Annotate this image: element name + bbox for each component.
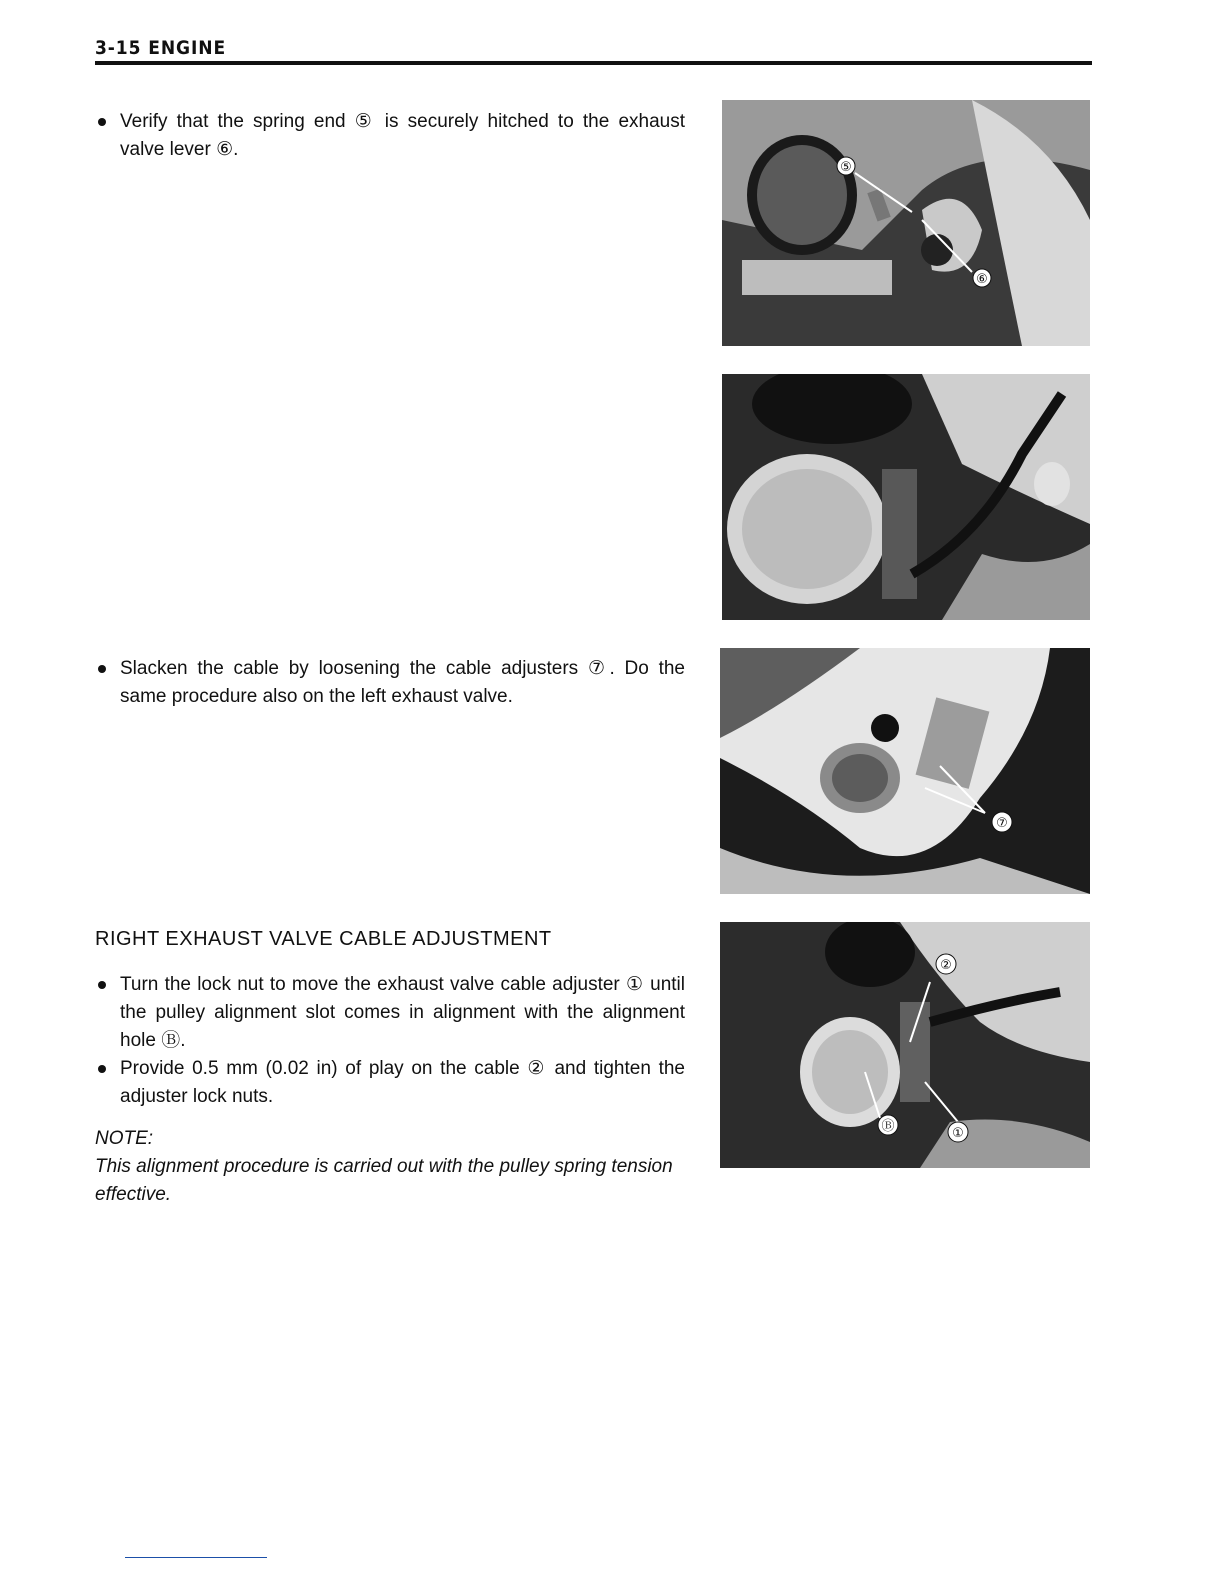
section-heading: RIGHT EXHAUST VALVE CABLE ADJUSTMENT [95,928,552,950]
callout-label: ① [952,1126,964,1141]
photo-left-exhaust-valve [720,648,1090,894]
callout-marker-2 [936,954,956,974]
callout-marker-5 [837,157,855,175]
callout-marker-7 [992,812,1012,832]
callout-marker-b [878,1115,898,1135]
instruction-block-slacken [95,655,685,711]
callout-label: Ⓑ [881,1119,895,1134]
footer-rule [125,1557,267,1558]
instruction-block-spring [95,108,685,164]
bullet-spring-end: Verify that the spring end ⑤ is securely hitched to the exhaust valve lever ⑥. [95,108,685,164]
note-text: This alignment procedure is carried out with the pulley spring tension effective. [95,1156,673,1205]
callout-marker-6 [973,269,991,287]
bullet-turn-lock-nut: Turn the lock nut to move the exhaust valve cable adjuster ① until the pulley alignment slot comes in alignment with the alignment hole Ⓑ. [95,971,685,1055]
instruction-block-adjustment [95,971,685,1209]
photo-exhaust-valve-lever [722,100,1090,346]
page-title: 3-15 ENGINE [95,37,227,59]
note-label: NOTE: [95,1128,154,1149]
callout-label: ⑤ [840,160,852,175]
callout-label: ⑦ [996,816,1008,831]
bullet-slacken-cable: Slacken the cable by loosening the cable adjusters ⑦. Do the same procedure also on the left exhaust valve. [95,655,685,711]
callout-marker-1 [948,1122,968,1142]
bullet-provide-play: Provide 0.5 mm (0.02 in) of play on the cable ② and tighten the adjuster lock nuts. [95,1055,685,1111]
callout-label: ② [940,958,952,973]
header-rule [95,61,1092,65]
photo-cable-adjusters-overview [722,374,1090,620]
photo-right-exhaust-valve [720,922,1090,1168]
callout-label: ⑥ [976,272,988,287]
